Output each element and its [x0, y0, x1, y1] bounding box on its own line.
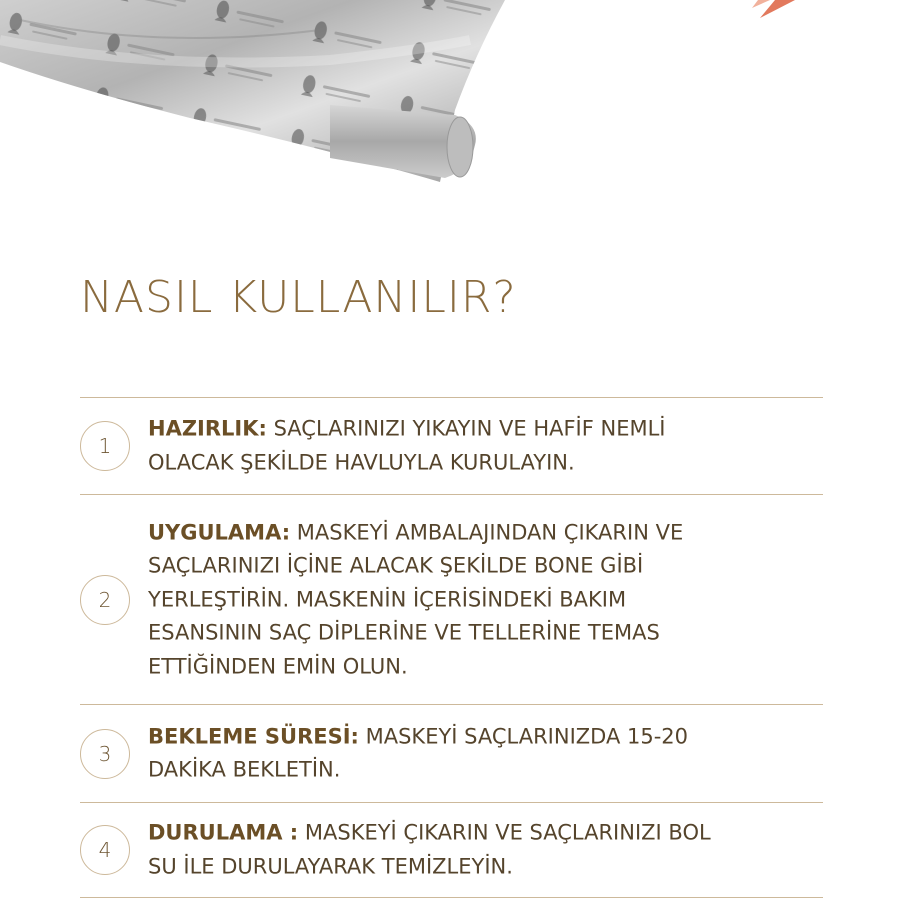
step-item: [80, 803, 823, 898]
step-label: DURULAMA :: [148, 820, 299, 845]
step-line: ETTİĞİNDEN EMİN OLUN.: [148, 653, 408, 678]
step-label: UYGULAMA:: [148, 519, 291, 544]
step-line: MASKEYİ AMBALAJINDAN ÇIKARIN VE: [290, 519, 684, 544]
step-number-badge: 1: [80, 421, 130, 471]
step-line: ESANSININ SAÇ DİPLERİNE VE TELLERİNE TEMAS: [148, 620, 660, 645]
step-line: MASKEYİ SAÇLARINIZDA 15-20: [358, 724, 689, 748]
step-item: [80, 398, 823, 495]
usage-steps-list: [80, 397, 823, 898]
step-text: [148, 516, 823, 684]
product-photo: [0, 0, 900, 200]
page-title: NASIL KULLANILIR?: [80, 272, 517, 323]
step-number-badge: 4: [80, 825, 130, 875]
step-item: [80, 495, 823, 705]
step-line: SAÇLARINIZI İÇİNE ALACAK ŞEKİLDE BONE GİBİ: [148, 553, 644, 578]
step-number-badge: 2: [80, 575, 130, 625]
step-line: OLACAK ŞEKİLDE HAVLUYLA KURULAYIN.: [148, 450, 575, 474]
step-line: YERLEŞTİRİN. MASKENİN İÇERİSİNDEKİ BAKIM: [148, 586, 627, 611]
step-number-badge: 3: [80, 729, 130, 779]
hair-mask-package-image: [0, 0, 900, 200]
step-item: [80, 705, 823, 803]
step-line: SAÇLARINIZI YIKAYIN VE HAFİF NEMLİ: [266, 416, 666, 441]
step-label: HAZIRLIK:: [148, 416, 267, 441]
step-line: DAKİKA BEKLETİN.: [148, 757, 341, 782]
step-line: SU İLE DURULAYARAK TEMİZLEYİN.: [148, 854, 513, 878]
step-text: [148, 413, 823, 480]
step-label: BEKLEME SÜRESİ:: [148, 724, 359, 748]
step-line: MASKEYİ ÇIKARIN VE SAÇLARINIZI BOL: [298, 820, 711, 845]
step-text: [148, 720, 823, 787]
step-text: [148, 817, 823, 884]
